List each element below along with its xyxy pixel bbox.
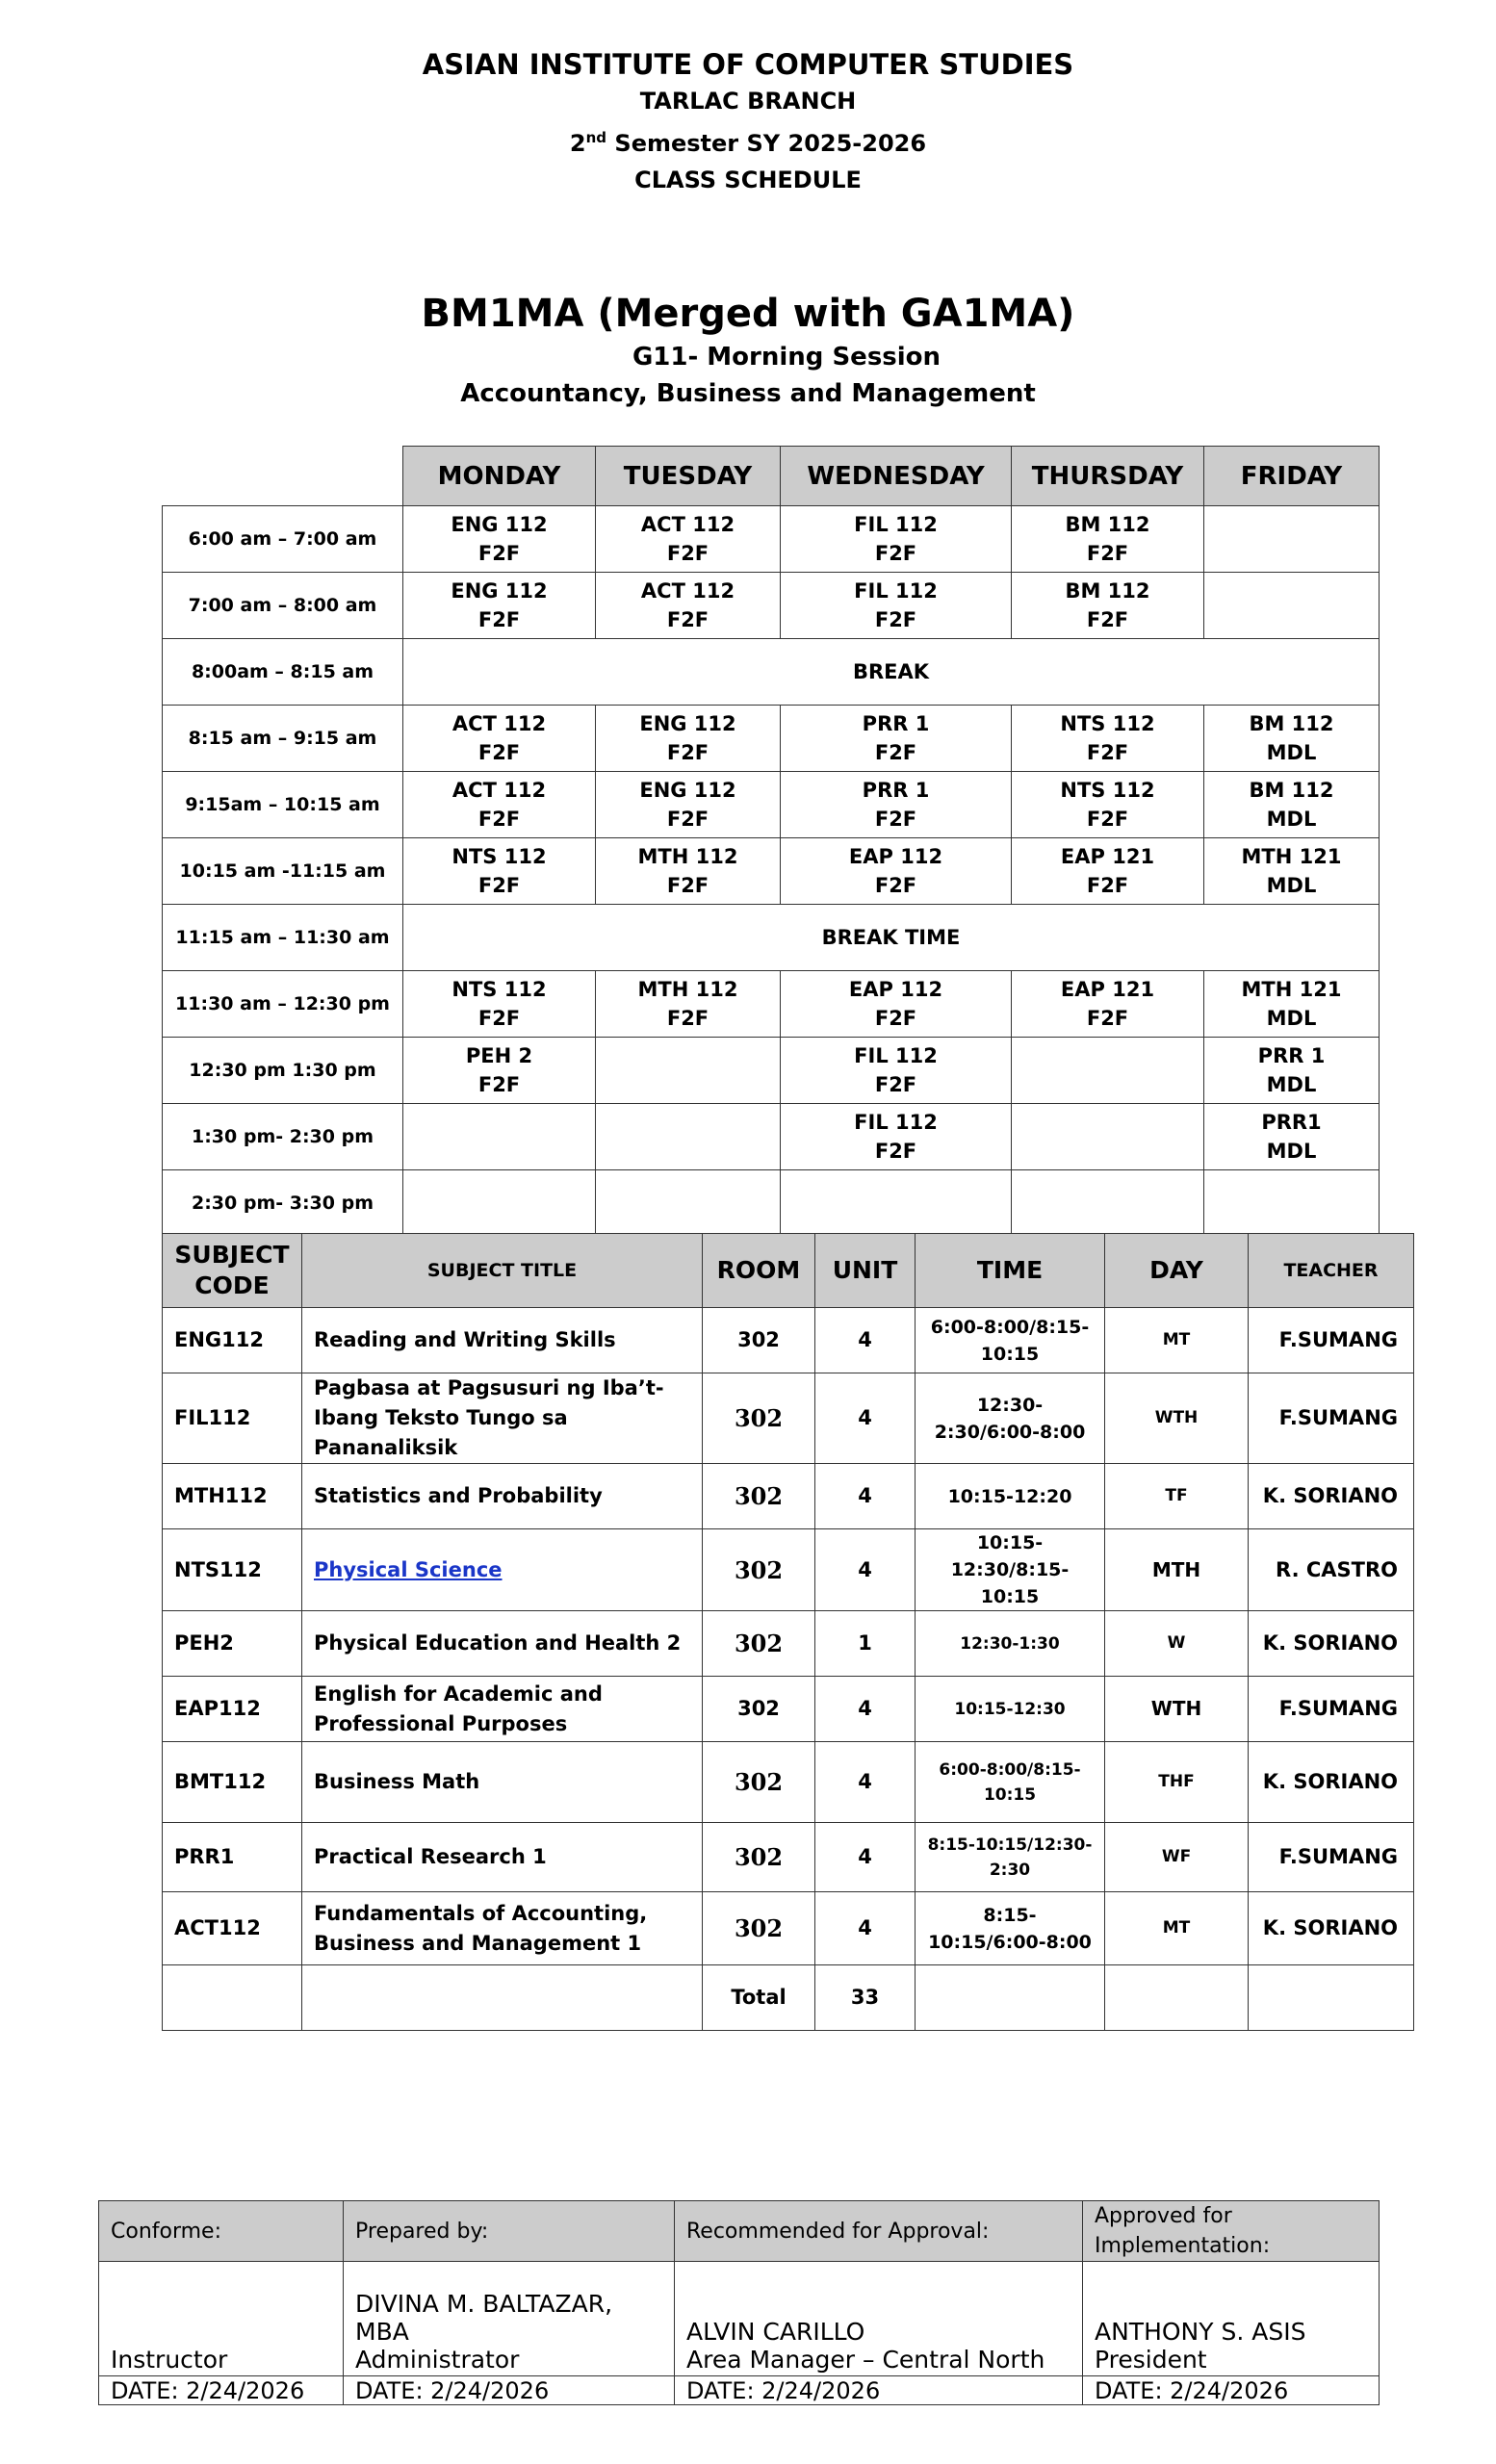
class-cell [1012,1038,1204,1104]
empty-cell [1105,1965,1249,2031]
class-subject: PRR 1 [862,779,930,802]
subject-unit: 1 [815,1611,916,1677]
subject-row [163,1677,1414,1742]
class-modality: F2F [666,608,709,631]
day-header: FRIDAY [1204,447,1380,506]
class-cell [781,706,1012,772]
class-modality: F2F [1086,741,1129,764]
class-cell [403,1104,596,1170]
class-cell [596,573,781,639]
schedule-header-row [163,447,1380,506]
class-modality: F2F [1086,874,1129,897]
subject-unit: 4 [815,1529,916,1611]
class-cell [1204,1170,1380,1237]
class-cell [1204,772,1380,838]
total-label: Total [703,1965,815,2031]
class-subject: EAP 112 [848,978,943,1001]
total-units: 33 [815,1965,916,2031]
class-cell [1204,506,1380,573]
semester-line [0,119,1496,162]
class-cell [781,506,1012,573]
class-subject: NTS 112 [1060,712,1155,735]
empty-cell [163,1965,302,2031]
subjects-header-row [163,1234,1414,1308]
document-header [0,46,1496,198]
class-cell [596,1038,781,1104]
signatories-table [98,2200,1380,2405]
time-slot: 9:15am – 10:15 am [163,772,403,838]
class-cell [403,706,596,772]
class-modality: F2F [666,542,709,565]
schedule-row [163,838,1380,905]
class-cell [596,772,781,838]
subject-unit: 4 [815,1308,916,1373]
class-subject: MTH 121 [1241,978,1342,1001]
class-modality: F2F [1086,1007,1129,1030]
subject-room: 302 [703,1823,815,1892]
institution-name: ASIAN INSTITUTE OF COMPUTER STUDIES [422,48,1074,81]
date-area-manager: DATE: 2/24/2026 [675,2376,1083,2405]
prepared-by-label: Prepared by: [344,2201,675,2262]
schedule-corner-cell [163,447,403,506]
conforme-label: Conforme: [99,2201,344,2262]
time-slot: 1:30 pm- 2:30 pm [163,1104,403,1170]
class-modality: F2F [666,874,709,897]
signatory-administrator [344,2262,675,2376]
header-teacher: TEACHER [1249,1234,1414,1308]
class-subject: PRR 1 [1257,1044,1326,1067]
time-slot: 7:00 am – 8:00 am [163,573,403,639]
strand-label: Accountancy, Business and Management [460,379,1036,408]
class-subject: FIL 112 [854,513,938,536]
class-cell [1012,971,1204,1038]
class-subject: EAP 112 [848,845,943,868]
session-label: G11- Morning Session [632,343,941,372]
subject-day: TF [1105,1464,1249,1529]
recommended-label: Recommended for Approval: [675,2201,1083,2262]
schedule-row [163,1038,1380,1104]
subject-day: MT [1105,1308,1249,1373]
class-cell [1204,706,1380,772]
subject-code: PEH2 [163,1611,302,1677]
subject-day: WTH [1105,1373,1249,1464]
class-subject: ENG 112 [639,712,736,735]
subject-title: Statistics and Probability [302,1464,703,1529]
schedule-row [163,1104,1380,1170]
class-subject: EAP 121 [1060,845,1155,868]
schedule-row [163,639,1380,706]
signatory-instructor [99,2262,344,2376]
subject-row [163,1529,1414,1611]
subject-room: 302 [703,1677,815,1742]
signatory-name: ANTHONY S. ASIS [1095,2318,1306,2346]
subject-code: NTS112 [163,1529,302,1611]
class-cell [403,573,596,639]
class-cell [403,1170,596,1237]
class-modality: F2F [874,608,917,631]
subject-unit: 4 [815,1677,916,1742]
schedule-row [163,706,1380,772]
signatories-date-row [99,2376,1380,2405]
subject-code: PRR1 [163,1823,302,1892]
class-subject: PRR 1 [862,712,930,735]
header-subject-code: SUBJECT CODE [163,1234,302,1308]
subject-title [302,1529,703,1611]
class-modality: F2F [874,1007,917,1030]
schedule-row [163,772,1380,838]
subject-room: 302 [703,1373,815,1464]
subject-unit: 4 [815,1373,916,1464]
schedule-row [163,1170,1380,1237]
class-cell [403,1038,596,1104]
class-subject: ENG 112 [639,779,736,802]
class-cell [596,838,781,905]
class-subject: BM 112 [1065,579,1150,603]
class-modality: MDL [1266,741,1317,764]
subject-day: WTH [1105,1677,1249,1742]
class-modality: MDL [1266,874,1317,897]
subject-code: FIL112 [163,1373,302,1464]
schedule-row [163,971,1380,1038]
signatory-role: Administrator [355,2346,520,2374]
subject-row [163,1892,1414,1965]
day-header: WEDNESDAY [781,447,1012,506]
subject-day: MT [1105,1892,1249,1965]
branch-name: TARLAC BRANCH [639,88,857,115]
class-cell [403,506,596,573]
class-modality: F2F [477,542,521,565]
class-subject: FIL 112 [854,579,938,603]
subject-title: Fundamentals of Accounting, Business and Management 1 [302,1892,703,1965]
subject-time: 6:00-8:00/8:15-10:15 [916,1308,1105,1373]
time-slot: 8:15 am – 9:15 am [163,706,403,772]
signatory-role: Instructor [111,2346,228,2374]
subject-time: 8:15-10:15/6:00-8:00 [916,1892,1105,1965]
class-subject: ENG 112 [451,579,548,603]
class-modality: F2F [874,741,917,764]
subject-teacher: K. SORIANO [1249,1464,1414,1529]
subject-code: ACT112 [163,1892,302,1965]
class-modality: F2F [874,808,917,831]
class-modality: F2F [1086,542,1129,565]
subject-teacher: F.SUMANG [1249,1308,1414,1373]
class-cell [596,1170,781,1237]
class-subject: ACT 112 [640,579,735,603]
class-cell [596,971,781,1038]
class-subject: EAP 121 [1060,978,1155,1001]
class-cell [781,1104,1012,1170]
date-president: DATE: 2/24/2026 [1083,2376,1380,2405]
signatories-header-row [99,2201,1380,2262]
class-modality: F2F [477,808,521,831]
time-slot: 6:00 am – 7:00 am [163,506,403,573]
class-subject: ACT 112 [451,712,547,735]
subject-unit: 4 [815,1742,916,1823]
subject-code: EAP112 [163,1677,302,1742]
class-modality: F2F [874,874,917,897]
subject-teacher: F.SUMANG [1249,1373,1414,1464]
signatory-president [1083,2262,1380,2376]
date-administrator: DATE: 2/24/2026 [344,2376,675,2405]
class-subject: BM 112 [1249,779,1334,802]
class-modality: F2F [874,542,917,565]
subject-row [163,1464,1414,1529]
subject-code: MTH112 [163,1464,302,1529]
class-modality: MDL [1266,1073,1317,1096]
class-modality: F2F [666,1007,709,1030]
semester-suffix: nd [585,129,607,146]
weekly-schedule-table [162,446,1380,1237]
subject-row [163,1823,1414,1892]
empty-cell [1249,1965,1414,2031]
break-cell: BREAK [403,639,1380,706]
class-subject: BM 112 [1249,712,1334,735]
subject-row [163,1611,1414,1677]
subject-room: 302 [703,1529,815,1611]
header-subject-title: SUBJECT TITLE [302,1234,703,1308]
subject-room: 302 [703,1611,815,1677]
class-cell [1012,1170,1204,1237]
class-cell [403,772,596,838]
subject-unit: 4 [815,1892,916,1965]
signatory-role: President [1095,2346,1207,2374]
subject-unit: 4 [815,1464,916,1529]
time-slot: 10:15 am -11:15 am [163,838,403,905]
subject-teacher: K. SORIANO [1249,1742,1414,1823]
subject-title: Physical Education and Health 2 [302,1611,703,1677]
time-slot: 12:30 pm 1:30 pm [163,1038,403,1104]
class-subject: MTH 121 [1241,845,1342,868]
class-subject: FIL 112 [854,1111,938,1134]
subject-code: BMT112 [163,1742,302,1823]
subject-room: 302 [703,1742,815,1823]
class-subject: MTH 112 [637,978,738,1001]
break-cell: BREAK TIME [403,905,1380,971]
class-cell [1204,1038,1380,1104]
subject-day: W [1105,1611,1249,1677]
semester-number: 2 [569,130,586,157]
class-subject: PEH 2 [465,1044,533,1067]
class-subject: MTH 112 [637,845,738,868]
subject-teacher: K. SORIANO [1249,1611,1414,1677]
subject-title-link[interactable]: Physical Science [314,1557,503,1581]
subject-room: 302 [703,1308,815,1373]
subject-time: 10:15-12:30 [916,1677,1105,1742]
time-slot: 8:00am – 8:15 am [163,639,403,706]
subject-row [163,1308,1414,1373]
subject-title: Reading and Writing Skills [302,1308,703,1373]
header-day: DAY [1105,1234,1249,1308]
subject-room: 302 [703,1464,815,1529]
class-subject: ACT 112 [451,779,547,802]
class-modality: F2F [874,1140,917,1163]
subject-teacher: F.SUMANG [1249,1677,1414,1742]
class-cell [1012,1104,1204,1170]
subject-teacher: K. SORIANO [1249,1892,1414,1965]
class-cell [1012,573,1204,639]
signatory-role: Area Manager – Central North [686,2346,1045,2374]
section-title: BM1MA (Merged with GA1MA) [421,292,1075,336]
subject-title: Practical Research 1 [302,1823,703,1892]
class-modality: F2F [477,608,521,631]
subject-day: WF [1105,1823,1249,1892]
class-cell [1204,971,1380,1038]
class-cell [596,706,781,772]
class-modality: MDL [1266,1007,1317,1030]
subject-title: English for Academic and Professional Purposes [302,1677,703,1742]
class-modality: F2F [666,808,709,831]
subject-time: 12:30-1:30 [916,1611,1105,1677]
class-cell [403,971,596,1038]
schedule-row [163,506,1380,573]
header-room: ROOM [703,1234,815,1308]
class-modality: F2F [1086,608,1129,631]
signatory-name: ALVIN CARILLO [686,2318,865,2346]
document-type: CLASS SCHEDULE [634,167,862,193]
subject-time: 12:30-2:30/6:00-8:00 [916,1373,1105,1464]
total-row [163,1965,1414,2031]
subject-time: 8:15-10:15/12:30-2:30 [916,1823,1105,1892]
time-slot: 11:30 am – 12:30 pm [163,971,403,1038]
class-subject: NTS 112 [1060,779,1155,802]
subject-day: THF [1105,1742,1249,1823]
subject-row [163,1742,1414,1823]
class-subject: ACT 112 [640,513,735,536]
signatory-name: DIVINA M. BALTAZAR, MBA [355,2290,613,2346]
class-modality: F2F [874,1073,917,1096]
class-modality: F2F [1086,808,1129,831]
semester-text: Semester SY 2025-2026 [606,130,927,157]
subject-day: MTH [1105,1529,1249,1611]
empty-cell [916,1965,1105,2031]
class-subject: ENG 112 [451,513,548,536]
day-header: MONDAY [403,447,596,506]
subject-row [163,1373,1414,1464]
subject-teacher: R. CASTRO [1249,1529,1414,1611]
class-cell [1012,506,1204,573]
class-cell [781,573,1012,639]
header-time: TIME [916,1234,1105,1308]
empty-cell [302,1965,703,2031]
class-cell [1012,838,1204,905]
class-modality: MDL [1266,808,1317,831]
subject-code: ENG112 [163,1308,302,1373]
class-cell [1012,706,1204,772]
signatory-area-manager [675,2262,1083,2376]
day-header: TUESDAY [596,447,781,506]
class-cell [781,971,1012,1038]
class-cell [1204,838,1380,905]
class-cell [1204,1104,1380,1170]
date-instructor: DATE: 2/24/2026 [99,2376,344,2405]
class-subject: BM 112 [1065,513,1150,536]
class-modality: F2F [477,874,521,897]
class-cell [1012,772,1204,838]
class-cell [781,772,1012,838]
class-cell [596,506,781,573]
subject-teacher: F.SUMANG [1249,1823,1414,1892]
subject-room: 302 [703,1892,815,1965]
class-cell [1204,573,1380,639]
subject-title: Business Math [302,1742,703,1823]
subject-unit: 4 [815,1823,916,1892]
subjects-table [162,1233,1414,2031]
schedule-row [163,905,1380,971]
class-cell [781,838,1012,905]
class-modality: F2F [477,1073,521,1096]
class-cell [781,1170,1012,1237]
class-modality: F2F [477,1007,521,1030]
subject-time: 10:15-12:20 [916,1464,1105,1529]
time-slot: 11:15 am – 11:30 am [163,905,403,971]
class-cell [403,838,596,905]
header-unit: UNIT [815,1234,916,1308]
subject-time: 6:00-8:00/8:15-10:15 [916,1742,1105,1823]
class-cell [596,1104,781,1170]
approved-label: Approved for Implementation: [1083,2201,1380,2262]
time-slot: 2:30 pm- 3:30 pm [163,1170,403,1237]
class-modality: F2F [477,741,521,764]
class-modality: MDL [1266,1140,1317,1163]
subject-title: Pagbasa at Pagsusuri ng Iba’t-Ibang Teksto Tungo sa Pananaliksik [302,1373,703,1464]
class-cell [781,1038,1012,1104]
class-subject: NTS 112 [451,978,547,1001]
schedule-row [163,573,1380,639]
day-header: THURSDAY [1012,447,1204,506]
class-subject: NTS 112 [451,845,547,868]
class-modality: F2F [666,741,709,764]
class-subject: PRR1 [1261,1111,1322,1134]
class-subject: FIL 112 [854,1044,938,1067]
subject-time: 10:15-12:30/8:15-10:15 [916,1529,1105,1611]
signatories-name-row [99,2262,1380,2376]
